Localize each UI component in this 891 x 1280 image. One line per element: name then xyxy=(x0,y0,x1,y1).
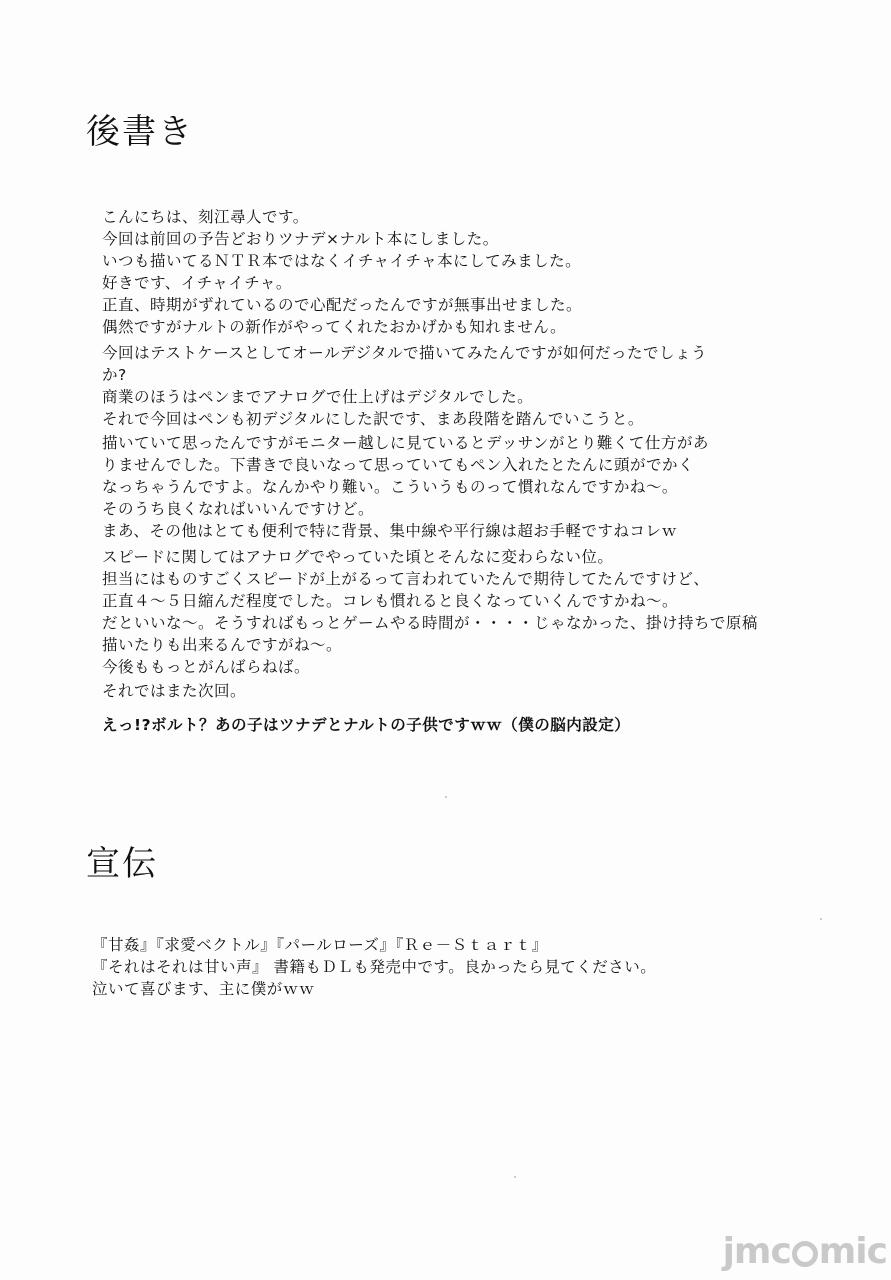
afterword-paragraph-5 xyxy=(102,680,842,702)
text-line: 商業のほうはペンまでアナログで仕上げはデジタルでした。 xyxy=(102,388,534,406)
afterword-paragraph-3 xyxy=(102,432,842,542)
watermark-logo xyxy=(723,1231,887,1272)
afterword-paragraph-2 xyxy=(102,342,842,430)
text-line: いつも描いてるＮＴＲ本ではなくイチャイチャ本にしてみました。 xyxy=(102,252,582,270)
scan-speck xyxy=(820,918,822,920)
watermark-prefix: jmc xyxy=(722,1231,791,1272)
text-line: 今回はテストケースとしてオールデジタルで描いてみたんですが如何だったでしょう xyxy=(102,344,708,362)
promotion-heading: 宣伝 xyxy=(86,844,158,884)
text-line: 今回は前回の予告どおりツナデ×ナルト本にしました。 xyxy=(102,230,499,248)
text-line: 『甘姦』『求愛ベクトル』『パールローズ』『Ｒｅ－Ｓｔａｒｔ』 xyxy=(92,936,548,954)
text-line: 今後ももっとがんばらねば。 xyxy=(102,658,311,676)
scan-speck xyxy=(445,796,447,798)
text-line: か? xyxy=(102,366,127,384)
text-line: それで今回はペンも初デジタルにした訳です、まあ段階を踏んでいこうと。 xyxy=(102,410,644,428)
afterword-paragraph-1 xyxy=(102,206,842,338)
watermark-ring-icon xyxy=(792,1241,818,1267)
text-line: なっちゃうんですよ。なんかやり難い。こういうものって慣れなんですかね～。 xyxy=(102,478,678,496)
text-line: だといいな～。そうすればもっとゲームやる時間が・・・・じゃなかった、掛け持ちで原稿 xyxy=(102,614,758,632)
text-line: 好きです、イチャイチャ。 xyxy=(102,274,292,292)
promotion-text xyxy=(92,934,852,1000)
text-line: 正直４～５日縮んだ程度でした。コレも慣れると良くなっていくんですかね～。 xyxy=(102,592,679,610)
text-line: こんにちは、刻江尋人です。 xyxy=(102,208,309,226)
text-line: えっ!?ボルト？あの子はツナデとナルトの子供ですｗｗ（僕の脳内設定） xyxy=(102,716,631,734)
afterword-heading: 後書き xyxy=(86,112,194,152)
text-line: そのうち良くなればいいんですけど。 xyxy=(102,500,375,518)
scan-speck xyxy=(514,1176,516,1178)
text-line: まあ、その他はとても便利で特に背景、集中線や平行線は超お手軽ですねコレｗ xyxy=(102,522,678,540)
text-line: それではまた次回。 xyxy=(102,682,247,700)
text-line: 泣いて喜びます、主に僕がｗｗ xyxy=(92,980,315,998)
afterword-paragraph-6 xyxy=(102,714,842,736)
text-line: 描いたりも出来るんですがね～。 xyxy=(102,636,343,654)
text-line: 正直、時期がずれているので心配だったんですが無事出せました。 xyxy=(102,296,583,314)
text-line: りませんでした。下書きで良いなって思っていてもペン入れたとたんに頭がでかく xyxy=(102,456,695,474)
watermark-suffix: mic xyxy=(818,1231,887,1272)
text-line: 『それはそれは甘い声』 書籍もＤＬも発売中です。良かったら見てください。 xyxy=(92,958,657,976)
text-line: 描いていて思ったんですがモニター越しに見ているとデッサンがとり難くて仕方があ xyxy=(102,434,709,452)
text-line: 偶然ですがナルトの新作がやってくれたおかげかも知れません。 xyxy=(102,318,567,336)
text-line: スピードに関してはアナログでやっていた頃とそんなに変わらない位。 xyxy=(102,548,614,566)
afterword-paragraph-4 xyxy=(102,546,842,678)
text-line: 担当にはものすごくスピードが上がるって言われていたんで期待してたんですけど、 xyxy=(102,570,710,588)
